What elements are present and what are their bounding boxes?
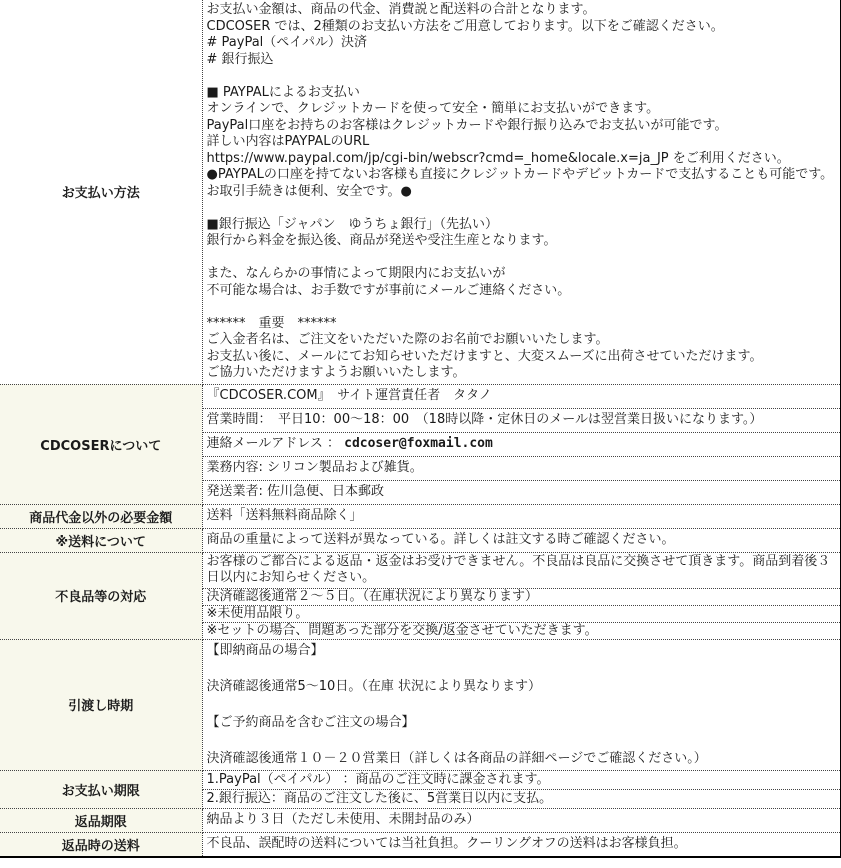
return-deadline-text: 納品より３日（ただし未使用、未開封品のみ）	[206, 812, 480, 827]
table-row-shipping-note	[0, 528, 840, 552]
about-hours-text: 営業時間： 平日10：00～18：00 （18時以降・定休日のメールは翌営業日扱いになります。）	[206, 412, 763, 427]
return-shipping-cell	[202, 832, 840, 856]
shipping-note-cell	[202, 528, 840, 552]
row-header-shipping-note: ※送料について	[0, 528, 202, 552]
payment-method-text: お支払い金額は、商品の代金、消費説と配送料の合計となります。 CDCOSER では、2種類のお支払い方法をご用意しております。以下をご確認ください。 # PayPal（ペイパル）決済 # 銀行振込 ■ PAYPALによるお支払い オンラインで、クレジットカードを使って安全・簡単にお支払いができます。 PayPal口座をお持ちのお客様はクレジットカードや銀行振り込みでお支払いが可能です。 詳しい内容はPAYPALのURL https://www.paypal.com/jp/cgi-bin/webscr?cmd=_home&locale.x=ja_JP をご利用ください。 ●PAYPALの口座を持てないお客様も直接にクレジットカードやデビットカードで支払することも可能です。 お取引手続きは便利、安全です。● ■銀行振込「ジャパン ゆうちょ銀行」（先払い） 銀行から料金を振込後、商品が発送や受注生産となります。 また、なんらかの事情によって期限内にお支払いが 不可能な場合は、お手数ですが事前にメールご連絡ください。 ****** 重要 ****** ご入金者名は、ご注文をいただいた際のお名前でお願いいたします。 お支払い後に、メールにてお知らせいただけますと、大変スムーズに出荷させていただけます。 ご協力いただけますようお願いいたします。	[206, 2, 834, 380]
about-business-cell	[202, 456, 840, 480]
defective-unused-text: ※未使用品限り。	[206, 605, 309, 621]
row-header-return-shipping: 返品時の送料	[0, 832, 202, 856]
row-header-return-deadline: 返品期限	[0, 808, 202, 832]
table-row-extra-fees	[0, 504, 840, 528]
about-business-text: 業務内容: シリコン製品および雑貨。	[206, 460, 423, 475]
delivery-time-cell	[202, 639, 840, 770]
row-header-about-cdcoser: CDCOSERについて	[0, 384, 202, 504]
delivery-time-text: 【即納商品の場合】 決済確認後通常5～10日。（在庫 状況により異なります） 【ご予約商品を含むご注文の場合】 決済確認後通常１０－２０営業日（詳しくは各商品の詳細ページでご確認ください。）	[206, 642, 707, 766]
contact-email: cdcoser@foxmail.com	[344, 436, 493, 451]
defective-policy-cell	[202, 552, 840, 588]
defective-unused-cell	[202, 605, 840, 622]
about-operator-cell	[202, 384, 840, 408]
row-header-delivery-time: 引渡し時期	[0, 639, 202, 770]
payment-deadline-bank-cell	[202, 789, 840, 808]
table-row-payment-method	[0, 0, 840, 384]
defective-set-cell	[202, 622, 840, 639]
defective-set-text: ※セットの場合、問題あった部分を交換/返金させていただきます。	[206, 622, 598, 638]
payment-deadline-paypal-cell	[202, 770, 840, 789]
payment-deadline-paypal-text: 1.PayPal（ペイパル） ：商品のご注文時に課金されます。	[206, 771, 550, 787]
shipping-note-text: 商品の重量によって送料が異なっている。詳しくは註文する時ご確認ください。	[206, 532, 675, 547]
table-row-payment-deadline	[0, 770, 840, 789]
table-row-return-shipping	[0, 832, 840, 856]
extra-fees-cell	[202, 504, 840, 528]
extra-fees-text: 送料「送料無料商品除く」	[206, 508, 363, 523]
defective-timing-text: 決済確認後通常２～５日。（在庫状況により異なります）	[206, 588, 539, 604]
table-row-delivery-time	[0, 639, 840, 770]
table-row-about	[0, 384, 840, 408]
defective-policy-text: お客様のご都合による返品・返金はお受けできません。不良品は良品に交換させて頂きます。商品到着後３日以内にお知らせください。	[206, 553, 831, 585]
about-carrier-cell	[202, 480, 840, 504]
about-hours-cell	[202, 408, 840, 432]
row-header-payment-deadline: お支払い期限	[0, 770, 202, 808]
payment-deadline-bank-text: 2.銀行振込：商品のご注文した後に、5営業日以内に支払。	[206, 790, 553, 806]
about-operator-text: 『CDCOSER.COM』 サイト運営責任者 タタノ	[206, 388, 492, 403]
row-header-extra-fees: 商品代金以外の必要金額	[0, 504, 202, 528]
table-row-return-deadline	[0, 808, 840, 832]
return-deadline-cell	[202, 808, 840, 832]
about-carrier-text: 発送業者: 佐川急便、日本郵政	[206, 484, 385, 499]
defective-timing-cell	[202, 588, 840, 605]
about-email-cell	[202, 432, 840, 456]
row-header-payment-method: お支払い方法	[0, 0, 202, 384]
return-shipping-text: 不良品、誤配時の送料については当社負担。クーリングオフの送料はお客様負担。	[206, 836, 687, 851]
row-header-defective-items: 不良品等の対応	[0, 552, 202, 639]
email-label: 連絡メールアドレス ：	[206, 436, 345, 451]
payment-method-cell	[202, 0, 840, 384]
table-row-defective	[0, 552, 840, 588]
